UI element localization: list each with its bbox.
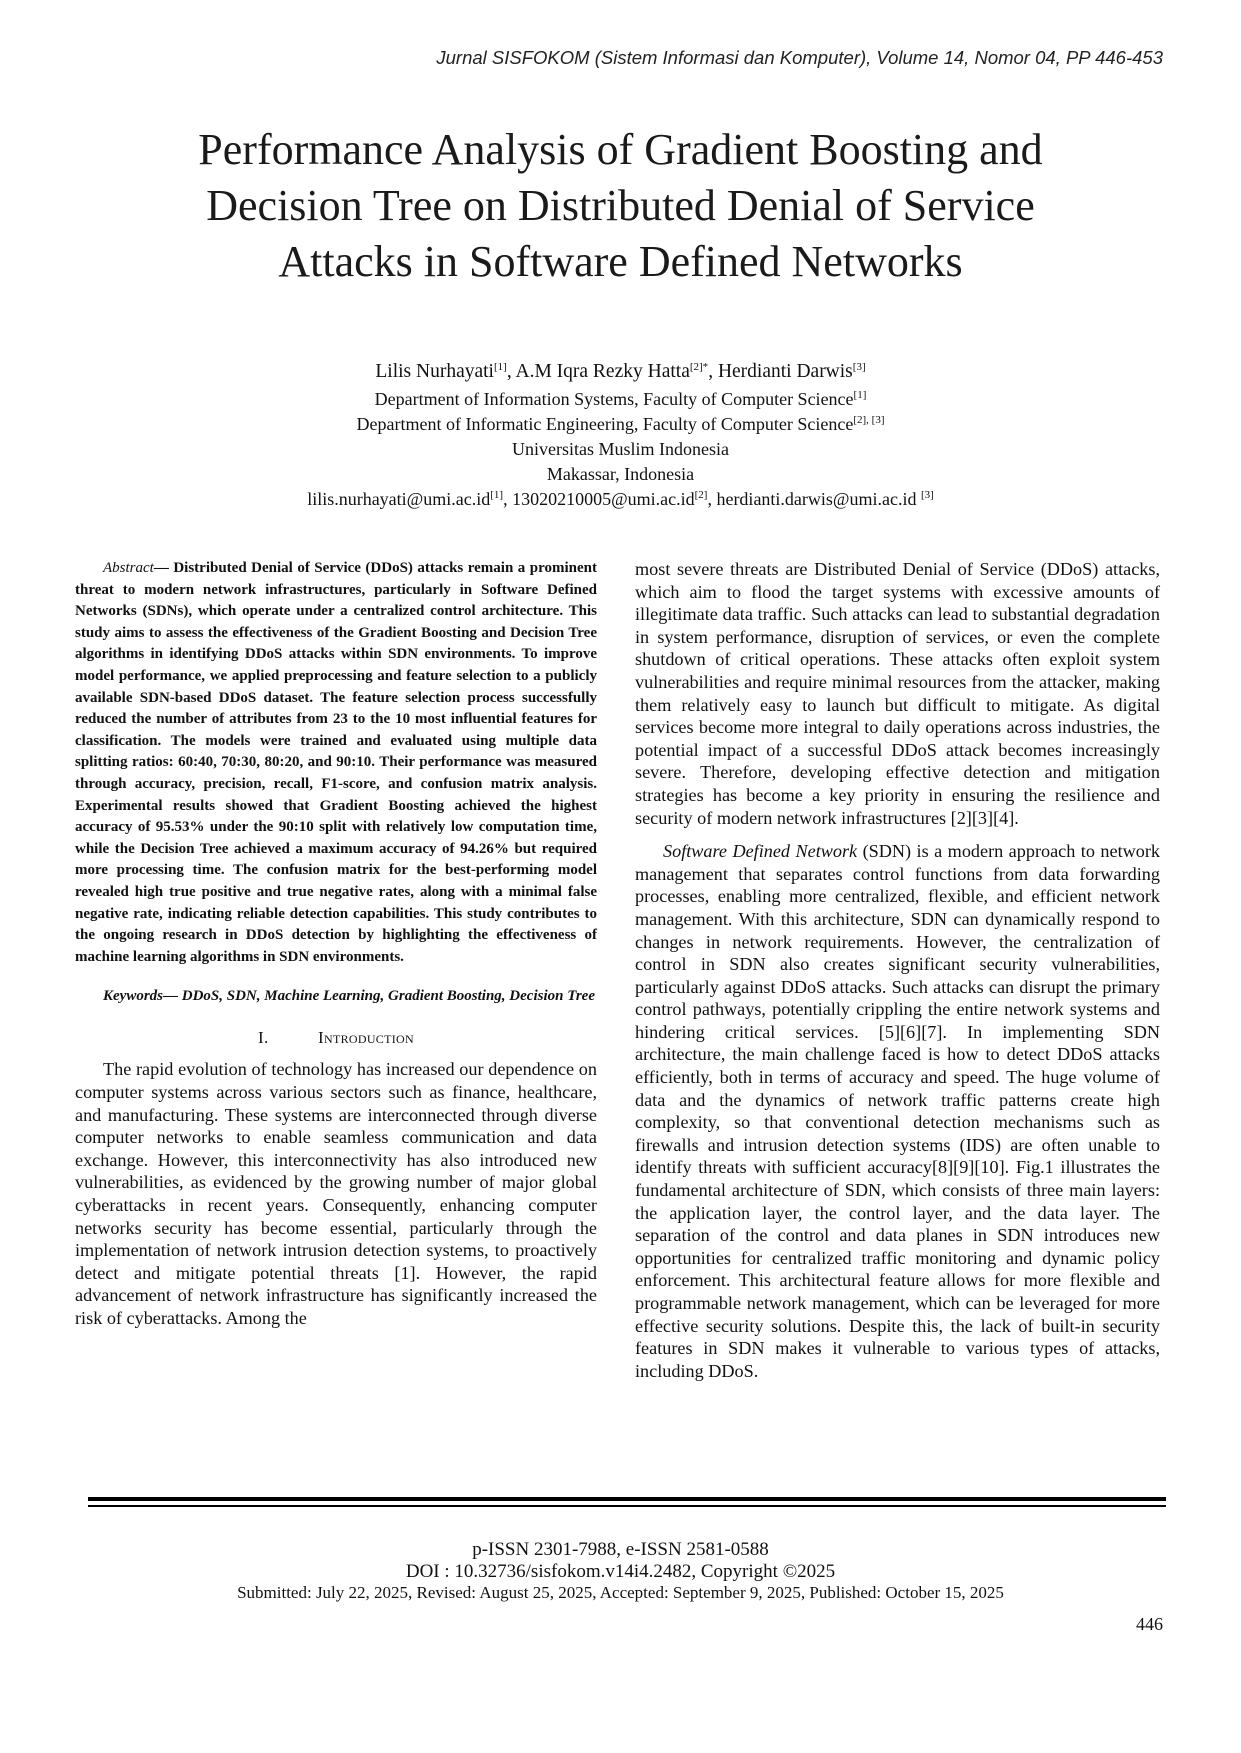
footer [0,1539,1241,1603]
keywords [75,986,597,1008]
keywords-label: Keywords [103,988,163,1005]
title-line-1: Performance Analysis of Gradient Boosting and [198,125,1043,174]
emails: lilis.nurhayati@umi.ac.id[1], 13020210005@umi.ac.id[2], herdianti.darwis@umi.ac.id [3] [307,489,934,509]
section-heading-introduction [75,1027,597,1050]
intro-paragraph-1-continued: most severe threats are Distributed Denial of Service (DDoS) attacks, which aim to flood the target systems with excessive amounts of illegitimate data traffic. Such attacks can lead to substantial degradation in system performance, disruption of services, or even the complete shutdown of critical operations. These attacks often exploit system vulnerabilities and require minimal resources from the attacker, making them relatively easy to launch but difficult to mitigate. As digital services become more integral to daily operations across industries, the potential impact of a successful DDoS attack becomes increasingly severe. Therefore, developing effective detection and mitigation strategies has become a key priority in ensuring the resilience and security of modern network infrastructures [2][3][4]. [635,559,1160,828]
page-number: 446 [1136,1614,1163,1634]
footer-issn: p-ISSN 2301-7988, e-ISSN 2581-0588 [472,1539,769,1560]
affiliation-2: Department of Informatic Engineering, Faculty of Computer Science[2], [3] [356,414,885,434]
left-column [75,558,597,1330]
section-title: Introduction [318,1027,414,1047]
abstract [75,558,597,968]
footer-doi: DOI : 10.32736/sisfokom.v14i4.2482, Copyright ©2025 [405,1561,836,1582]
right-column [635,558,1160,1382]
footer-dates: Submitted: July 22, 2025, Revised: August 25, 2025, Accepted: September 9, 2025, Published: October 15, 2025 [237,1583,1004,1602]
intro-paragraph-1: The rapid evolution of technology has increased our dependence on computer systems across various sectors such as finance, healthcare, and manufacturing. These systems are interconnected through diverse computer networks to enable seamless communication and data exchange. However, this interconnectivity has also introduced new vulnerabilities, as evidenced by the growing number of major global cyberattacks in recent years. Consequently, enhancing computer networks security has become essential, particularly through the implementation of network intrusion detection systems, to proactively detect and mitigate potential threats [1]. However, the rapid advancement of network infrastructure has significantly increased the risk of cyberattacks. Among the [75,1059,597,1328]
journal-header: Jurnal SISFOKOM (Sistem Informasi dan Komputer), Volume 14, Nomor 04, PP 446-453 [436,47,1163,68]
author-1-ref: [1] [493,361,507,373]
author-2-ref: [2]* [689,361,709,373]
author-names [60,358,1181,386]
author-1: Lilis Nurhayati [375,361,494,382]
email-2: , 13020210005@umi.ac.id [503,489,695,509]
email-3: , herdianti.darwis@umi.ac.id [707,489,921,509]
footer-rule-thick [88,1497,1166,1501]
intro-paragraph-2: Software Defined Network (SDN) is a modern approach to network management that separates control functions from data forwarding processes, enabling more centralized, flexible, and efficient network management. With this architecture, SDN can dynamically respond to changes in network requirements. However, the centralization of control in SDN also creates significant security vulnerabilities, particularly against DDoS attacks. Such attacks can disrupt the primary control pathways, potentially crippling the entire network systems and hindering critical services. [5][6][7]. In implementing SDN architecture, the main challenge faced is how to detect DDoS attacks efficiently, both in terms of accuracy and speed. The huge volume of data and the dynamics of network traffic patterns create high complexity, so that conventional detection mechanisms such as firewalls and intrusion detection systems (IDS) are often unable to identify threats with sufficient accuracy[8][9][10]. Fig.1 illustrates the fundamental architecture of SDN, which consists of three main layers: the application layer, the control layer, and the data layer. The separation of the control and data planes in SDN introduces new opportunities for centralized traffic monitoring and dynamic policy enforcement. This architectural feature allows for more flexible and programmable network management, which can be leveraged for more effective security solutions. Despite this, the lack of built-in security features in SDN makes it vulnerable to various types of attacks, including DDoS. [635,841,1160,1381]
abstract-label: Abstract [103,560,154,576]
keywords-text: — DDoS, SDN, Machine Learning, Gradient Boosting, Decision Tree [163,988,595,1005]
email-1: lilis.nurhayati@umi.ac.id [307,489,491,509]
abstract-text: — Distributed Denial of Service (DDoS) attacks remain a prominent threat to modern network infrastructures, particularly in Software Defined Networks (SDNs), which operate under a centralized control architecture. This study aims to assess the effectiveness of the Gradient Boosting and Decision Tree algorithms in identifying DDoS attacks within SDN environments. To improve model performance, we applied preprocessing and feature selection to a publicly available SDN-based DDoS dataset. The feature selection process successfully reduced the number of attributes from 23 to the 10 most influential features for classification. The models were trained and evaluated using multiple data splitting ratios: 60:40, 70:30, 80:20, and 90:10. Their performance was measured through accuracy, precision, recall, F1-score, and confusion matrix analysis. Experimental results showed that Gradient Boosting achieved the highest accuracy of 95.53% under the 90:10 split with relatively low computation time, while the Decision Tree achieved a maximum accuracy of 94.26% but required more processing time. The confusion matrix for the best-performing model revealed high true positive and true negative rates, along with a minimal false negative rate, indicating reliable detection capabilities. This study contributes to the ongoing research in DDoS detection by highlighting the effectiveness of machine learning algorithms in SDN environments. [75,560,597,965]
author-2: , A.M Iqra Rezky Hatta [506,361,690,382]
city: Makassar, Indonesia [546,464,695,484]
affiliation-1: Department of Information Systems, Faculty of Computer Science[1] [374,389,867,409]
title-line-3: Attacks in Software Defined Networks [278,237,963,286]
university: Universitas Muslim Indonesia [512,439,729,459]
paper-title [60,122,1181,290]
section-number: I. [258,1027,269,1047]
author-block [60,358,1181,512]
sdn-term: Software Defined Network [663,841,858,862]
footer-rule-thin [88,1505,1166,1507]
title-line-2: Decision Tree on Distributed Denial of Service [206,181,1035,230]
author-3: , Herdianti Darwis [708,361,853,382]
author-3-ref: [3] [852,361,866,373]
